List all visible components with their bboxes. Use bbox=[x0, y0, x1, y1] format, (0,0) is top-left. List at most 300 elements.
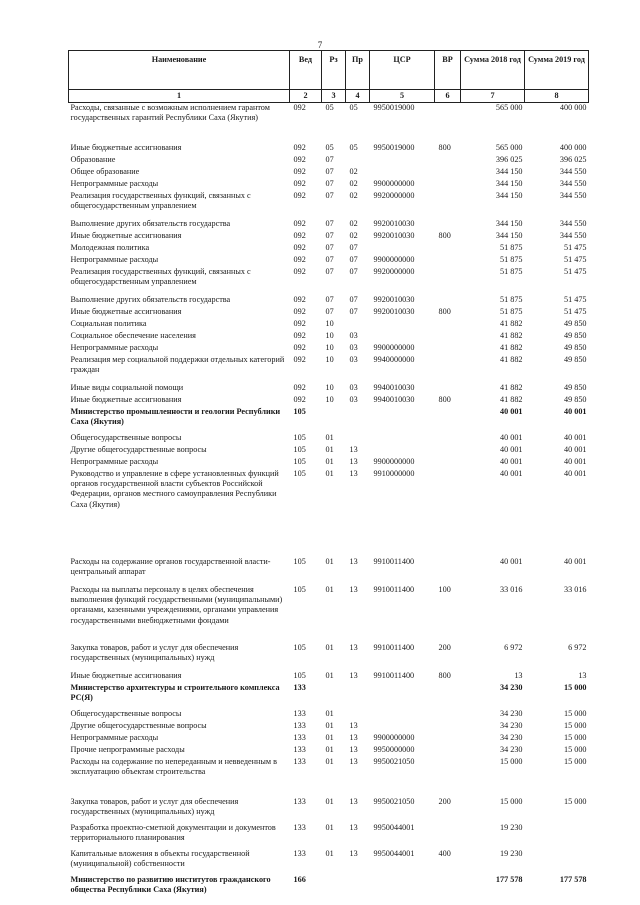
cell-pr: 13 bbox=[349, 822, 358, 832]
cell-csr bbox=[370, 721, 435, 733]
cell-rz: 07 bbox=[325, 166, 334, 176]
cell-vr bbox=[435, 757, 461, 797]
cell-sum-2019: 13 bbox=[578, 670, 587, 680]
cell-name: Закупка товаров, работ и услуг для обеспечения государственных (муниципальных) нужд bbox=[70, 642, 239, 662]
cell-ved: 105 bbox=[293, 468, 306, 478]
cell-pr: 13 bbox=[349, 848, 358, 858]
cell-csr: 9950000000 bbox=[373, 744, 415, 754]
cell-sum-2019: 396 025 bbox=[559, 154, 587, 164]
cell-name: Другие общегосударственные вопросы bbox=[70, 444, 207, 454]
cell-ved: 092 bbox=[293, 266, 306, 276]
cell-csr bbox=[370, 407, 435, 433]
table-row bbox=[69, 243, 589, 255]
cell-sum-2019: 51 475 bbox=[563, 294, 587, 304]
cell-vr bbox=[435, 721, 461, 733]
cell-csr bbox=[370, 433, 435, 445]
table-row bbox=[69, 797, 589, 823]
cell-pr: 02 bbox=[349, 190, 358, 200]
cell-name: Реализация мер социальной поддержки отдельных категорий граждан bbox=[70, 354, 285, 374]
cell-name: Молодежная политика bbox=[70, 242, 150, 252]
table-row bbox=[69, 757, 589, 797]
cell-sum-2018: 34 230 bbox=[499, 732, 523, 742]
cell-csr bbox=[370, 445, 435, 457]
cell-sum-2018: 41 882 bbox=[499, 354, 523, 364]
cell-csr: 9920000000 bbox=[373, 190, 415, 200]
cell-pr: 13 bbox=[349, 468, 358, 478]
table-row bbox=[69, 219, 589, 231]
cell-rz: 10 bbox=[325, 354, 334, 364]
cell-rz: 01 bbox=[325, 744, 334, 754]
cell-pr: 13 bbox=[349, 756, 358, 766]
cell-vr bbox=[435, 745, 461, 757]
cell-name: Непрограммные расходы bbox=[70, 732, 159, 742]
table-row bbox=[69, 191, 589, 219]
cell-vr: 800 bbox=[438, 394, 451, 404]
table-row bbox=[69, 683, 589, 709]
cell-pr: 07 bbox=[349, 306, 358, 316]
cell-pr: 13 bbox=[349, 732, 358, 742]
cell-rz: 01 bbox=[325, 444, 334, 454]
cell-sum-2018: 40 001 bbox=[499, 468, 523, 478]
cell-pr bbox=[346, 433, 370, 445]
cell-ved: 133 bbox=[293, 756, 306, 766]
cell-sum-2019: 49 850 bbox=[563, 382, 587, 392]
cell-sum-2018: 41 882 bbox=[499, 342, 523, 352]
table-row bbox=[69, 319, 589, 331]
cell-csr bbox=[370, 875, 435, 901]
cell-rz: 07 bbox=[325, 242, 334, 252]
cell-ved: 105 bbox=[293, 556, 306, 566]
cell-vr bbox=[435, 295, 461, 307]
cell-sum-2018: 41 882 bbox=[499, 382, 523, 392]
column-number: 7 bbox=[461, 90, 525, 103]
cell-vr bbox=[435, 355, 461, 383]
cell-name: Закупка товаров, работ и услуг для обеспечения государственных (муниципальных) нужд bbox=[70, 796, 239, 816]
cell-csr: 9940010030 bbox=[373, 382, 415, 392]
cell-name: Иные бюджетные ассигнования bbox=[70, 670, 182, 680]
cell-rz: 10 bbox=[325, 318, 334, 328]
cell-ved: 092 bbox=[293, 306, 306, 316]
table-row bbox=[69, 267, 589, 295]
cell-sum-2019: 40 001 bbox=[563, 456, 587, 466]
cell-sum-2018: 344 150 bbox=[495, 166, 523, 176]
cell-sum-2018: 41 882 bbox=[499, 318, 523, 328]
cell-sum-2018: 565 000 bbox=[495, 142, 523, 152]
table-row bbox=[69, 355, 589, 383]
cell-vr bbox=[435, 343, 461, 355]
cell-pr: 03 bbox=[349, 382, 358, 392]
cell-sum-2019: 40 001 bbox=[563, 432, 587, 442]
cell-csr: 9910011400 bbox=[373, 670, 415, 680]
cell-csr bbox=[370, 331, 435, 343]
cell-sum-2018: 41 882 bbox=[499, 330, 523, 340]
cell-sum-2019: 344 550 bbox=[559, 230, 587, 240]
column-number: 1 bbox=[69, 90, 290, 103]
cell-vr: 400 bbox=[438, 848, 451, 858]
cell-sum-2019: 15 000 bbox=[563, 732, 587, 742]
cell-pr: 13 bbox=[349, 556, 358, 566]
cell-vr bbox=[435, 445, 461, 457]
cell-rz: 01 bbox=[325, 584, 334, 594]
cell-vr bbox=[435, 219, 461, 231]
cell-ved: 105 bbox=[293, 584, 306, 594]
cell-ved: 105 bbox=[293, 456, 306, 466]
column-number: 4 bbox=[346, 90, 370, 103]
table-row bbox=[69, 557, 589, 585]
cell-pr: 03 bbox=[349, 342, 358, 352]
cell-csr: 9900000000 bbox=[373, 456, 415, 466]
cell-rz: 01 bbox=[325, 796, 334, 806]
cell-ved: 092 bbox=[293, 230, 306, 240]
cell-sum-2019: 49 850 bbox=[563, 354, 587, 364]
cell-sum-2019: 51 475 bbox=[563, 242, 587, 252]
cell-ved: 092 bbox=[293, 218, 306, 228]
cell-pr bbox=[346, 155, 370, 167]
cell-csr bbox=[370, 319, 435, 331]
cell-rz: 10 bbox=[325, 382, 334, 392]
cell-ved: 133 bbox=[293, 822, 306, 832]
table-row bbox=[69, 407, 589, 433]
cell-pr: 13 bbox=[349, 584, 358, 594]
cell-vr bbox=[435, 319, 461, 331]
table-row bbox=[69, 295, 589, 307]
cell-rz: 10 bbox=[325, 342, 334, 352]
cell-sum-2019: 33 016 bbox=[563, 584, 587, 594]
cell-ved: 092 bbox=[293, 354, 306, 364]
column-number-row bbox=[69, 90, 589, 103]
cell-sum-2019: 15 000 bbox=[563, 708, 587, 718]
cell-name: Реализация государственных функций, связанных с общегосударственным управлением bbox=[70, 190, 251, 210]
cell-sum-2018: 40 001 bbox=[499, 444, 523, 454]
cell-sum-2018: 19 230 bbox=[499, 822, 523, 832]
table-row bbox=[69, 331, 589, 343]
cell-csr: 9940000000 bbox=[373, 354, 415, 364]
cell-sum-2019: 51 475 bbox=[563, 254, 587, 264]
table-row bbox=[69, 585, 589, 643]
cell-rz: 01 bbox=[325, 556, 334, 566]
cell-csr: 9950019000 bbox=[373, 103, 415, 112]
cell-pr: 13 bbox=[349, 720, 358, 730]
cell-rz: 10 bbox=[325, 330, 334, 340]
cell-sum-2018: 6 972 bbox=[504, 642, 523, 652]
cell-name: Иные бюджетные ассигнования bbox=[70, 394, 182, 404]
cell-ved: 105 bbox=[293, 670, 306, 680]
cell-rz: 01 bbox=[325, 432, 334, 442]
cell-sum-2019: 40 001 bbox=[563, 468, 587, 478]
cell-name: Руководство и управление в сфере установленных функций органов государственной власти субъектов Российской Федерации, органов местного самоуправления Республики Саха (Якутия) bbox=[70, 468, 279, 509]
cell-rz: 07 bbox=[325, 178, 334, 188]
page-number: 7 bbox=[317, 40, 323, 50]
cell-sum-2018: 34 230 bbox=[499, 720, 523, 730]
cell-rz: 10 bbox=[325, 394, 334, 404]
cell-pr: 02 bbox=[349, 218, 358, 228]
cell-name: Министерство архитектуры и строительного комплекса РС(Я) bbox=[70, 682, 280, 702]
table-row bbox=[69, 457, 589, 469]
cell-name: Выполнение других обязательств государства bbox=[70, 294, 231, 304]
cell-csr: 9920010030 bbox=[373, 306, 415, 316]
cell-sum-2019: 344 550 bbox=[559, 166, 587, 176]
table-body bbox=[69, 103, 589, 901]
cell-csr: 9950021050 bbox=[373, 796, 415, 806]
cell-sum-2019: 49 850 bbox=[563, 342, 587, 352]
cell-sum-2018: 13 bbox=[514, 670, 523, 680]
cell-name: Капитальные вложения в объекты государственной (муниципальной) собственности bbox=[70, 848, 250, 868]
cell-sum-2019: 177 578 bbox=[559, 874, 587, 884]
header-name: Наименование bbox=[69, 51, 290, 90]
table-row bbox=[69, 445, 589, 457]
cell-pr: 13 bbox=[349, 670, 358, 680]
cell-name: Иные виды социальной помощи bbox=[70, 382, 184, 392]
cell-sum-2018: 41 882 bbox=[499, 394, 523, 404]
cell-rz: 01 bbox=[325, 642, 334, 652]
table-row bbox=[69, 643, 589, 671]
cell-pr: 07 bbox=[349, 294, 358, 304]
cell-sum-2018: 40 001 bbox=[499, 556, 523, 566]
cell-sum-2019: 49 850 bbox=[563, 330, 587, 340]
cell-ved: 105 bbox=[293, 444, 306, 454]
cell-sum-2019: 51 475 bbox=[563, 266, 587, 276]
cell-ved: 092 bbox=[293, 103, 306, 112]
cell-name: Иные бюджетные ассигнования bbox=[70, 230, 182, 240]
cell-rz: 01 bbox=[325, 670, 334, 680]
cell-vr bbox=[435, 457, 461, 469]
table-row bbox=[69, 745, 589, 757]
table-row bbox=[69, 671, 589, 683]
cell-rz: 01 bbox=[325, 468, 334, 478]
cell-vr: 800 bbox=[438, 670, 451, 680]
cell-rz bbox=[322, 683, 346, 709]
cell-pr bbox=[346, 319, 370, 331]
cell-sum-2019: 40 001 bbox=[563, 444, 587, 454]
cell-pr bbox=[346, 407, 370, 433]
cell-rz: 05 bbox=[325, 142, 334, 152]
cell-csr bbox=[370, 683, 435, 709]
cell-vr bbox=[435, 557, 461, 585]
cell-sum-2019: 15 000 bbox=[563, 720, 587, 730]
cell-ved: 133 bbox=[293, 848, 306, 858]
cell-rz: 01 bbox=[325, 848, 334, 858]
cell-name: Образование bbox=[70, 154, 116, 164]
cell-ved: 092 bbox=[293, 242, 306, 252]
cell-sum-2019: 400 000 bbox=[559, 103, 587, 112]
cell-ved: 105 bbox=[293, 642, 306, 652]
cell-sum-2018: 396 025 bbox=[495, 154, 523, 164]
cell-sum-2019: 6 972 bbox=[568, 642, 587, 652]
cell-sum-2018: 40 001 bbox=[499, 456, 523, 466]
cell-rz: 01 bbox=[325, 756, 334, 766]
table-row bbox=[69, 103, 589, 143]
cell-ved: 092 bbox=[293, 318, 306, 328]
table-row bbox=[69, 343, 589, 355]
cell-vr bbox=[435, 709, 461, 721]
cell-rz: 07 bbox=[325, 154, 334, 164]
cell-name: Расходы на выплаты персоналу в целях обеспечения выполнения функций государственными (муниципальными) органами, казенными учреждениями, органами управления государственными внебюджетными фондами bbox=[70, 584, 283, 625]
cell-vr: 200 bbox=[438, 796, 451, 806]
cell-rz: 07 bbox=[325, 254, 334, 264]
cell-vr bbox=[435, 875, 461, 901]
cell-ved: 092 bbox=[293, 342, 306, 352]
cell-sum-2019: 49 850 bbox=[563, 318, 587, 328]
cell-ved: 133 bbox=[293, 682, 306, 692]
cell-pr: 13 bbox=[349, 744, 358, 754]
cell-vr bbox=[435, 267, 461, 295]
cell-csr: 9900000000 bbox=[373, 178, 415, 188]
cell-rz: 07 bbox=[325, 306, 334, 316]
table-row bbox=[69, 849, 589, 875]
cell-csr: 9940010030 bbox=[373, 394, 415, 404]
cell-pr: 05 bbox=[349, 103, 358, 112]
table-row bbox=[69, 823, 589, 849]
cell-rz: 05 bbox=[325, 103, 334, 112]
cell-vr bbox=[435, 683, 461, 709]
header-vr: ВР bbox=[435, 51, 461, 90]
cell-sum-2018: 33 016 bbox=[499, 584, 523, 594]
cell-name: Расходы на содержание органов государственной власти- центральный аппарат bbox=[70, 556, 271, 576]
table-header bbox=[69, 51, 589, 103]
cell-name: Министерство промышленности и геологии Республики Саха (Якутия) bbox=[70, 406, 281, 426]
cell-sum-2018: 51 875 bbox=[499, 306, 523, 316]
cell-pr: 03 bbox=[349, 354, 358, 364]
cell-pr: 13 bbox=[349, 796, 358, 806]
column-number: 3 bbox=[322, 90, 346, 103]
cell-csr: 9910011400 bbox=[373, 584, 415, 594]
cell-name: Иные бюджетные ассигнования bbox=[70, 306, 182, 316]
cell-vr bbox=[435, 179, 461, 191]
cell-vr bbox=[435, 331, 461, 343]
cell-csr: 9950019000 bbox=[373, 142, 415, 152]
cell-name: Другие общегосударственные вопросы bbox=[70, 720, 207, 730]
cell-csr: 9900000000 bbox=[373, 254, 415, 264]
cell-sum-2019: 51 475 bbox=[563, 306, 587, 316]
header-row bbox=[69, 51, 589, 90]
cell-name: Иные бюджетные ассигнования bbox=[70, 142, 182, 152]
cell-sum-2019: 15 000 bbox=[563, 744, 587, 754]
cell-vr bbox=[435, 433, 461, 445]
cell-name: Общее образование bbox=[70, 166, 140, 176]
cell-ved: 166 bbox=[293, 874, 306, 884]
cell-pr: 05 bbox=[349, 142, 358, 152]
column-number: 6 bbox=[435, 90, 461, 103]
cell-pr: 02 bbox=[349, 178, 358, 188]
cell-rz: 07 bbox=[325, 218, 334, 228]
cell-name: Реализация государственных функций, связанных с общегосударственным управлением bbox=[70, 266, 251, 286]
cell-vr bbox=[435, 823, 461, 849]
cell-pr: 03 bbox=[349, 330, 358, 340]
cell-sum-2018: 565 000 bbox=[495, 103, 523, 112]
cell-vr: 200 bbox=[438, 642, 451, 652]
cell-name: Министерство по развитию институтов гражданского общества Республики Саха (Якутия) bbox=[70, 874, 271, 894]
column-number: 8 bbox=[525, 90, 589, 103]
cell-sum-2019 bbox=[525, 849, 589, 875]
cell-sum-2018: 40 001 bbox=[499, 406, 523, 416]
cell-pr: 07 bbox=[349, 266, 358, 276]
cell-name: Общегосударственные вопросы bbox=[70, 432, 182, 442]
cell-rz bbox=[322, 875, 346, 901]
cell-pr: 13 bbox=[349, 642, 358, 652]
cell-ved: 092 bbox=[293, 154, 306, 164]
cell-csr: 9950044001 bbox=[373, 848, 415, 858]
cell-sum-2019: 400 000 bbox=[559, 142, 587, 152]
cell-sum-2018: 34 230 bbox=[499, 682, 523, 692]
cell-sum-2018: 40 001 bbox=[499, 432, 523, 442]
cell-sum-2018: 51 875 bbox=[499, 294, 523, 304]
cell-sum-2019: 49 850 bbox=[563, 394, 587, 404]
cell-vr bbox=[435, 255, 461, 267]
cell-sum-2019: 344 550 bbox=[559, 190, 587, 200]
cell-name: Общегосударственные вопросы bbox=[70, 708, 182, 718]
cell-csr: 9910000000 bbox=[373, 468, 415, 478]
cell-ved: 092 bbox=[293, 382, 306, 392]
cell-pr: 07 bbox=[349, 254, 358, 264]
cell-sum-2019: 40 001 bbox=[563, 556, 587, 566]
cell-csr: 9900000000 bbox=[373, 732, 415, 742]
cell-ved: 092 bbox=[293, 190, 306, 200]
cell-csr: 9900000000 bbox=[373, 342, 415, 352]
cell-rz: 07 bbox=[325, 230, 334, 240]
cell-sum-2018: 51 875 bbox=[499, 242, 523, 252]
table-row bbox=[69, 469, 589, 557]
cell-csr: 9910011400 bbox=[373, 642, 415, 652]
cell-sum-2018: 344 150 bbox=[495, 230, 523, 240]
cell-ved: 133 bbox=[293, 732, 306, 742]
cell-ved: 133 bbox=[293, 796, 306, 806]
cell-name: Прочие непрограммные расходы bbox=[70, 744, 185, 754]
cell-vr bbox=[435, 407, 461, 433]
header-sum-2018: Сумма 2018 год bbox=[461, 51, 525, 90]
cell-csr: 9950021050 bbox=[373, 756, 415, 766]
table-row bbox=[69, 167, 589, 179]
cell-vr bbox=[435, 167, 461, 179]
cell-vr bbox=[435, 103, 461, 143]
header-pr: Пр bbox=[346, 51, 370, 90]
cell-rz: 01 bbox=[325, 822, 334, 832]
cell-rz bbox=[322, 407, 346, 433]
cell-sum-2018: 19 230 bbox=[499, 848, 523, 858]
cell-sum-2019 bbox=[525, 823, 589, 849]
cell-rz: 01 bbox=[325, 732, 334, 742]
cell-vr: 800 bbox=[438, 142, 451, 152]
cell-sum-2019: 40 001 bbox=[563, 406, 587, 416]
table-row bbox=[69, 395, 589, 407]
cell-sum-2018: 15 000 bbox=[499, 796, 523, 806]
table-row bbox=[69, 179, 589, 191]
cell-ved: 133 bbox=[293, 720, 306, 730]
cell-sum-2019: 344 550 bbox=[559, 178, 587, 188]
cell-sum-2018: 15 000 bbox=[499, 756, 523, 766]
table-row bbox=[69, 255, 589, 267]
budget-table bbox=[68, 50, 589, 901]
cell-sum-2018: 177 578 bbox=[495, 874, 523, 884]
cell-pr: 13 bbox=[349, 444, 358, 454]
cell-rz: 01 bbox=[325, 720, 334, 730]
cell-pr: 13 bbox=[349, 456, 358, 466]
cell-csr: 9920010030 bbox=[373, 218, 415, 228]
table-row bbox=[69, 143, 589, 155]
cell-sum-2018: 51 875 bbox=[499, 254, 523, 264]
table-row bbox=[69, 433, 589, 445]
cell-csr: 9910011400 bbox=[373, 556, 415, 566]
cell-ved: 133 bbox=[293, 708, 306, 718]
cell-ved: 092 bbox=[293, 394, 306, 404]
cell-csr: 9920010030 bbox=[373, 230, 415, 240]
cell-pr bbox=[346, 709, 370, 721]
cell-sum-2018: 344 150 bbox=[495, 178, 523, 188]
cell-pr: 02 bbox=[349, 230, 358, 240]
header-ved: Вед bbox=[290, 51, 322, 90]
table-row bbox=[69, 383, 589, 395]
cell-pr: 07 bbox=[349, 242, 358, 252]
table-row bbox=[69, 733, 589, 745]
